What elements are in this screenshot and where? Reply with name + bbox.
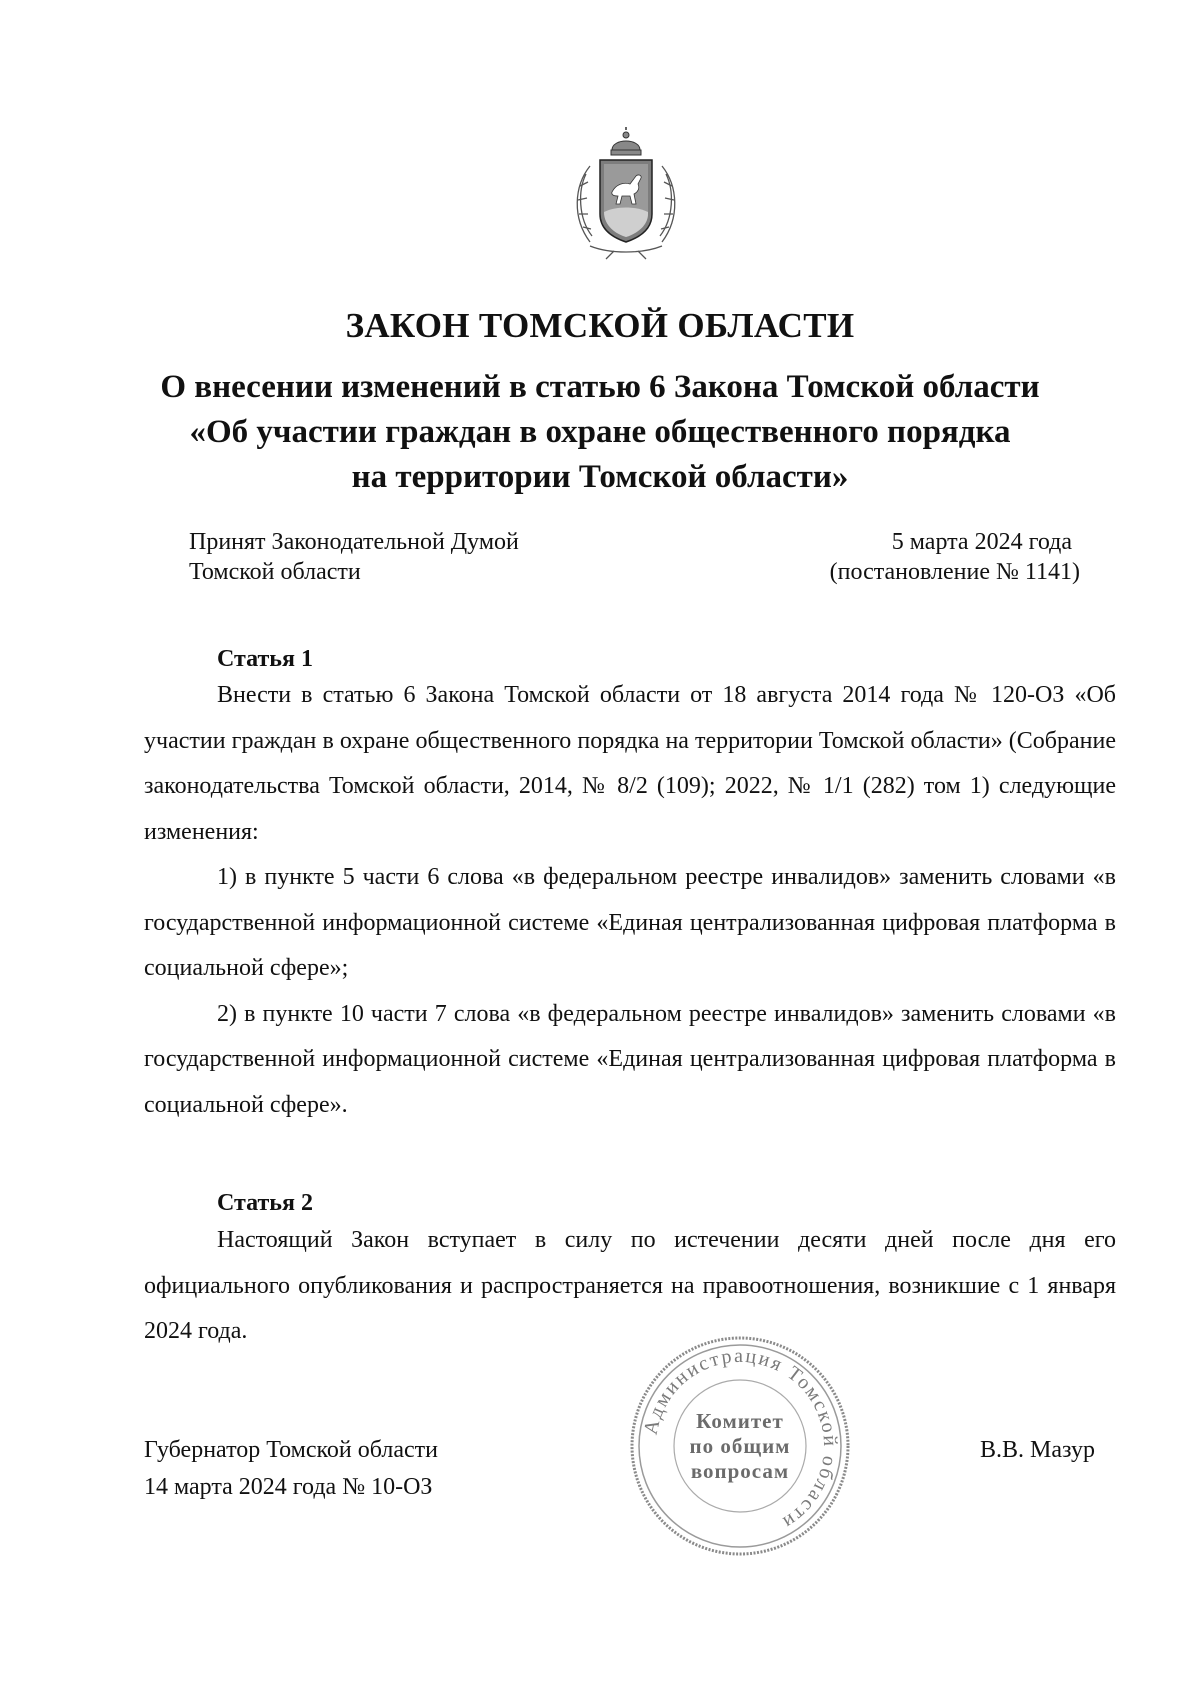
stamp-center-line: вопросам: [690, 1459, 790, 1483]
stamp-center-line: Комитет: [696, 1409, 784, 1433]
adopted-by-line: Томской области: [189, 559, 361, 585]
document-subtitle: [110, 365, 1090, 500]
article-paragraph: 2) в пункте 10 части 7 слова «в федеральном реестре инвалидов» заменить словами «в государственной информационной системе «Единая централизованная цифровая платформа в социальной сфере».: [144, 1000, 1116, 1118]
subtitle-line: «Об участии граждан в охране общественного порядка: [189, 414, 1011, 450]
coat-of-arms-icon: [560, 126, 692, 260]
adopted-by: [189, 527, 519, 587]
adopted-resolution-line: (постановление № 1141): [829, 559, 1080, 585]
signature-name: В.В. Мазур: [980, 1437, 1095, 1463]
stamp-center-line: по общим: [689, 1434, 791, 1458]
subtitle-line: О внесении изменений в статью 6 Закона Томской области: [160, 369, 1040, 405]
adopted-date: [760, 527, 1080, 587]
article-1-heading: Статья 1: [217, 646, 313, 672]
article-1-body: [144, 673, 1116, 1128]
official-stamp: [627, 1333, 853, 1559]
signature-position: Губернатор Томской области: [144, 1437, 438, 1463]
article-paragraph: 1) в пункте 5 части 6 слова «в федеральном реестре инвалидов» заменить словами «в государственной информационной системе «Единая централизованная цифровая платформа в социальной сфере»;: [144, 864, 1116, 981]
signature-date-number: 14 марта 2024 года № 10-ОЗ: [144, 1474, 433, 1500]
adopted-by-line: Принят Законодательной Думой: [189, 529, 519, 555]
article-paragraph: Настоящий Закон вступает в силу по истечении десяти дней после дня его официального опубликования и распространяется на правоотношения, возникшие с 1 января 2024 года.: [144, 1227, 1116, 1344]
signature-block: [144, 1432, 438, 1506]
article-2-heading: Статья 2: [217, 1190, 313, 1216]
stamp-ring-text: Администрация Томской области: [639, 1344, 842, 1535]
adopted-date-line: 5 марта 2024 года: [891, 529, 1072, 555]
document-title: ЗАКОН ТОМСКОЙ ОБЛАСТИ: [345, 306, 855, 345]
article-paragraph: Внести в статью 6 Закона Томской области от 18 августа 2014 года № 120-ОЗ «Об участии граждан в охране общественного порядка на территории Томской области» (Собрание законодательства Томской области, 2014, № 8/2 (109); 2022, № 1/1 (282) том 1) следующие изменения:: [144, 682, 1116, 845]
subtitle-line: на территории Томской области»: [351, 459, 849, 495]
